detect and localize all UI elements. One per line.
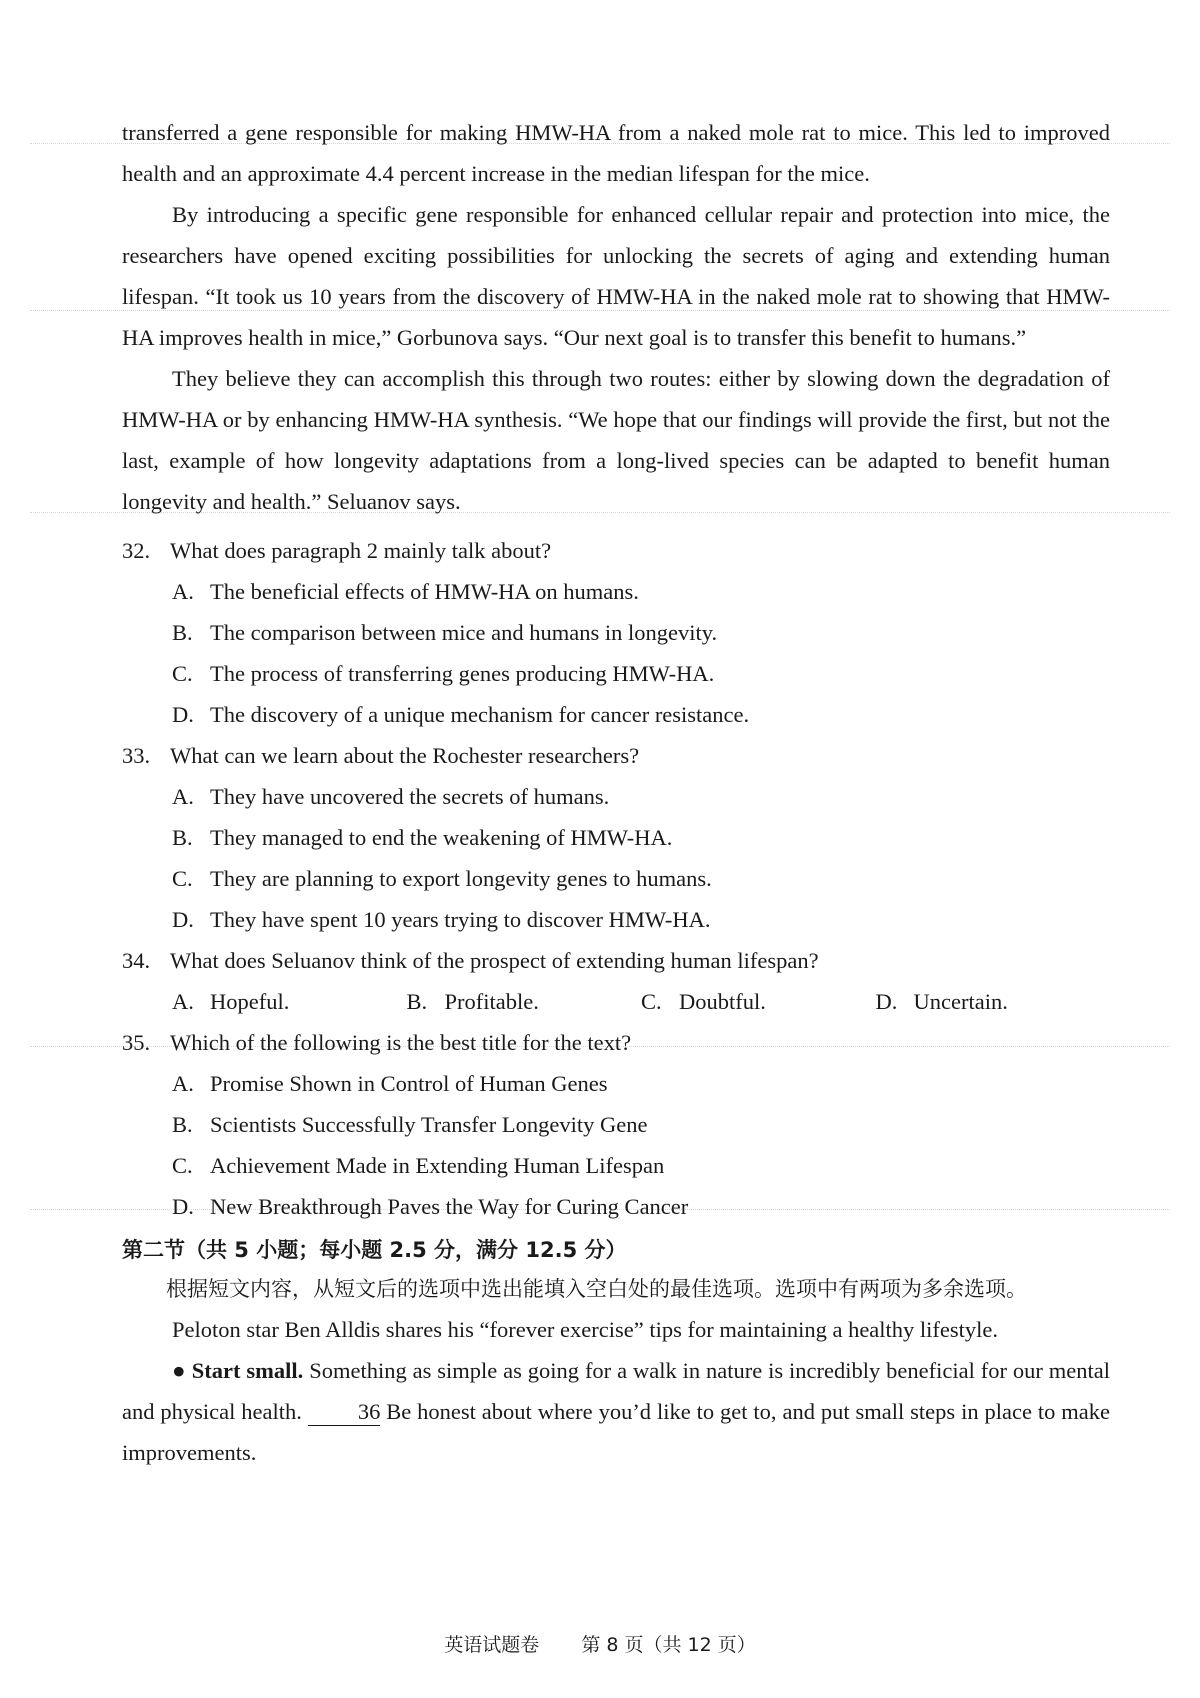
section-instruction: 根据短文内容，从短文后的选项中选出能填入空白处的最佳选项。选项中有两项为多余选项。 [166,1277,1027,1301]
option-32-a[interactable] [172,571,1110,612]
option-text: The discovery of a unique mechanism for cancer resistance. [210,702,750,727]
option-text: They have spent 10 years trying to discover HMW-HA. [210,907,711,932]
option-letter: C. [172,661,193,686]
option-text: Doubtful. [679,989,766,1014]
tip-text-continued: Be honest about where you’d like to get to, and put small steps in place to make improvements. [122,1399,1111,1465]
option-32-c[interactable] [172,653,1110,694]
question-stem: Which of the following is the best title for the text? [170,1030,632,1055]
option-34-a[interactable] [172,981,407,1022]
question-stem: What does Seluanov think of the prospect of extending human lifespan? [170,948,819,973]
blank-36[interactable]: 36 [308,1399,381,1426]
option-letter: B. [172,825,193,850]
footer-page-number: 第 8 页（共 12 页） [581,1634,756,1656]
footer-subject: 英语试题卷 [444,1634,540,1656]
option-text: Profitable. [444,989,539,1014]
question-33 [122,735,1110,776]
option-letter: B. [172,1112,193,1137]
tip-paragraph [122,1350,1110,1473]
tip-lead: Start small. [191,1358,304,1383]
option-letter: D. [172,702,194,727]
option-33-c[interactable] [172,858,1110,899]
option-letter: C. [641,989,662,1014]
question-list [122,530,1110,1227]
option-letter: A. [172,579,194,604]
option-32-b[interactable] [172,612,1110,653]
option-text: Achievement Made in Extending Human Lifespan [210,1153,665,1178]
question-32 [122,530,1110,571]
passage-intro: Peloton star Ben Alldis shares his “forever exercise” tips for maintaining a healthy lifestyle. [172,1317,999,1342]
option-letter: A. [172,1071,194,1096]
option-33-d[interactable] [172,899,1110,940]
page-content [122,112,1110,1473]
question-number: 35. [122,1030,151,1055]
option-text: Hopeful. [210,989,290,1014]
option-35-a[interactable] [172,1063,1110,1104]
option-34-d[interactable] [876,981,1111,1022]
option-text: The process of transferring genes producing HMW-HA. [210,661,715,686]
option-letter: C. [172,1153,193,1178]
passage-paragraph-3: They believe they can accomplish this through two routes: either by slowing down the degradation of HMW-HA or by enhancing HMW-HA synthesis. “We hope that our findings will provide the first, but not the last, example of how longevity adaptations from a long-lived species can be adapted to benefit human longevity and health.” Seluanov says. [122,366,1110,514]
option-text: The beneficial effects of HMW-HA on humans. [210,579,639,604]
option-33-b[interactable] [172,817,1110,858]
question-34 [122,940,1110,981]
option-35-b[interactable] [172,1104,1110,1145]
option-letter: A. [172,784,194,809]
tip-text: Something as simple as going for a walk in nature is incredibly beneficial for our mental and physical health. [122,1358,1110,1424]
option-letter: A. [172,989,194,1014]
option-text: Scientists Successfully Transfer Longevity Gene [210,1112,648,1137]
section-heading: 第二节（共 5 小题；每小题 2.5 分，满分 12.5 分） [122,1238,627,1262]
option-33-a[interactable] [172,776,1110,817]
option-letter: B. [172,620,193,645]
option-text: They managed to end the weakening of HMW-HA. [210,825,673,850]
passage-paragraph-2: By introducing a specific gene responsible for enhanced cellular repair and protection into mice, the researchers have opened exciting possibilities for unlocking the secrets of aging and extending human lifespan. “It took us 10 years from the discovery of HMW-HA in the naked mole rat to showing that HMW-HA improves health in mice,” Gorbunova says. “Our next goal is to transfer this benefit to humans.” [122,202,1110,350]
option-row-34 [172,981,1110,1022]
option-letter: D. [172,1194,194,1219]
option-35-d[interactable] [172,1186,1110,1227]
question-number: 32. [122,538,151,563]
question-35 [122,1022,1110,1063]
option-text: They are planning to export longevity genes to humans. [210,866,712,891]
option-text: Promise Shown in Control of Human Genes [210,1071,608,1096]
page-footer [0,1630,1200,1657]
option-34-b[interactable] [407,981,642,1022]
question-number: 33. [122,743,151,768]
question-stem: What does paragraph 2 mainly talk about? [170,538,552,563]
option-32-d[interactable] [172,694,1110,735]
passage-paragraph-1: transferred a gene responsible for making HMW-HA from a naked mole rat to mice. This led to improved health and an approximate 4.4 percent increase in the median lifespan for the mice. [122,120,1110,186]
bullet-icon: ● [172,1358,186,1383]
option-letter: D. [172,907,194,932]
option-letter: B. [406,989,428,1014]
option-34-c[interactable] [641,981,876,1022]
option-text: Uncertain. [913,989,1008,1014]
option-text: They have uncovered the secrets of humans. [210,784,610,809]
option-letter: D. [875,989,898,1014]
question-stem: What can we learn about the Rochester researchers? [170,743,640,768]
option-text: New Breakthrough Paves the Way for Curing Cancer [210,1194,689,1219]
option-letter: C. [172,866,193,891]
option-text: The comparison between mice and humans in longevity. [210,620,718,645]
question-number: 34. [122,948,151,973]
option-35-c[interactable] [172,1145,1110,1186]
